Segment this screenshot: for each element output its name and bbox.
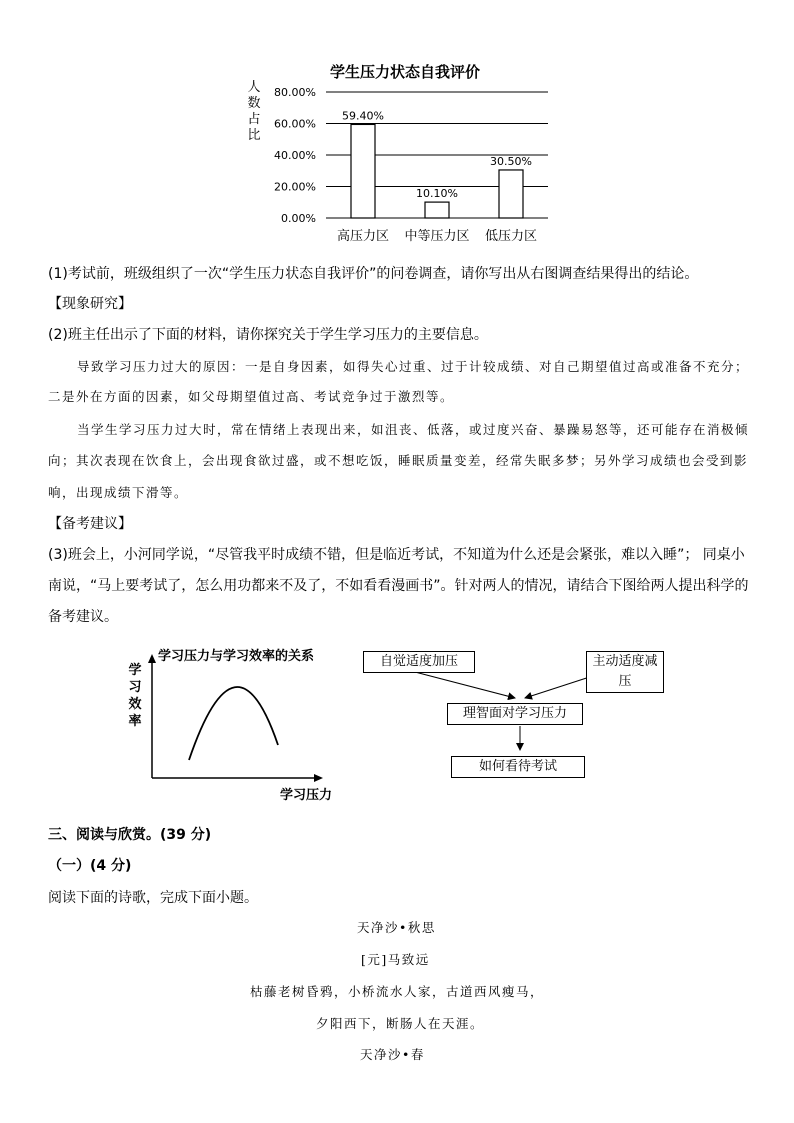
poem-line-2: 夕阳西下，断肠人在天涯。 <box>316 1016 485 1031</box>
bar-chart <box>260 82 560 247</box>
chart2-ylabel-char: 习 <box>128 680 142 695</box>
chart1-ylabel-char: 比 <box>247 128 261 143</box>
y-tick-label: 20.00% <box>274 180 316 194</box>
efficiency-curve-chart <box>140 650 340 790</box>
chart2-ylabel-char: 学 <box>128 663 142 678</box>
section-3-heading: 三、阅读与欣赏。(39 分) <box>48 827 212 843</box>
material-p2-line2: 向；其次表现在饮食上，会出现食欲过盛，或不想吃饭，睡眠质量变差，经常失眠多梦；另外学习成绩也会受到影 <box>48 453 749 468</box>
efficiency-curve <box>189 687 278 760</box>
section-advice: 【备考建议】 <box>48 516 132 532</box>
y-tick-label: 80.00% <box>274 86 316 99</box>
bar-value-label: 30.50% <box>490 154 532 168</box>
y-tick-label: 40.00% <box>274 149 316 162</box>
material-p1-line1: 导致学习压力过大的原因：一是自身因素，如得失心过重、过于计较成绩、对自己期望值过高或准备不充分； <box>77 359 750 374</box>
bar-value-label: 59.40% <box>342 109 384 123</box>
chart1-ylabel-char: 数 <box>247 96 261 111</box>
poem-line-1: 枯藤老树昏鸦，小桥流水人家，古道西风瘦马， <box>250 984 545 999</box>
bar-value-label: 10.10% <box>416 187 458 201</box>
box-face-pressure: 理智面对学习压力 <box>447 703 583 725</box>
reading-instruction: 阅读下面的诗歌，完成下面小题。 <box>48 890 258 906</box>
chart2-xlabel: 学习压力 <box>280 788 333 803</box>
bar <box>351 124 375 218</box>
chart1-ylabel-char: 人 <box>247 80 261 95</box>
x-tick-label: 低压力区 <box>484 229 538 244</box>
section-research: 【现象研究】 <box>48 296 132 312</box>
question-1: (1)考试前，班级组织了一次“学生压力状态自我评价”的问卷调查，请你写出从右图调查结果得出的结论。 <box>48 266 699 282</box>
chart2-ylabel-char: 率 <box>128 714 142 729</box>
y-tick-label: 0.00% <box>281 212 316 225</box>
x-tick-label: 高压力区 <box>336 229 390 244</box>
question-3-line1: (3)班会上，小河同学说，“尽管我平时成绩不错，但是临近考试，不知道为什么还是会紧张，难以入睡”； 同桌小 <box>48 547 745 563</box>
question-2: (2)班主任出示了下面的材料，请你探究关于学生学习压力的主要信息。 <box>48 327 488 343</box>
x-tick-label: 中等压力区 <box>404 229 470 244</box>
bar <box>425 202 449 218</box>
y-tick-label: 60.00% <box>274 117 316 131</box>
y-axis-arrow <box>148 654 156 663</box>
x-axis-arrow <box>314 774 323 782</box>
box-exam-view: 如何看待考试 <box>451 756 585 778</box>
chart2-ylabel-char: 效 <box>128 697 142 712</box>
subsection-1-heading: （一）(4 分) <box>48 858 132 874</box>
arrow-left <box>415 672 515 698</box>
chart1-ylabel-char: 占 <box>247 112 261 127</box>
question-3-line3: 备考建议。 <box>48 609 118 625</box>
chart1-title: 学生压力状态自我评价 <box>330 63 481 81</box>
chart1-ylabel <box>247 80 261 144</box>
poem-title-2: 天净沙•春 <box>360 1047 425 1062</box>
question-3-line2: 南说，“马上要考试了，怎么用功都来不及了，不如看看漫画书”。针对两人的情况，请结合下图给两人提出科学的 <box>48 578 749 594</box>
material-p2-line1: 当学生学习压力过大时，常在情绪上表现出来，如沮丧、低落，或过度兴奋、暴躁易怒等，还可能存在消极倾 <box>77 422 750 437</box>
poem-title-1: 天净沙•秋思 <box>357 920 436 935</box>
box-reduce-pressure: 主动适度减压 <box>586 651 664 693</box>
chart2-title: 学习压力与学习效率的关系 <box>158 649 315 664</box>
material-p1-line2: 二是外在方面的因素，如父母期望值过高、考试竞争过于激烈等。 <box>48 389 455 404</box>
bar <box>499 170 523 218</box>
poem-author: [元]马致远 <box>361 952 430 967</box>
material-p2-line3: 响，出现成绩下滑等。 <box>48 485 189 500</box>
box-self-pressure: 自觉适度加压 <box>363 651 475 673</box>
